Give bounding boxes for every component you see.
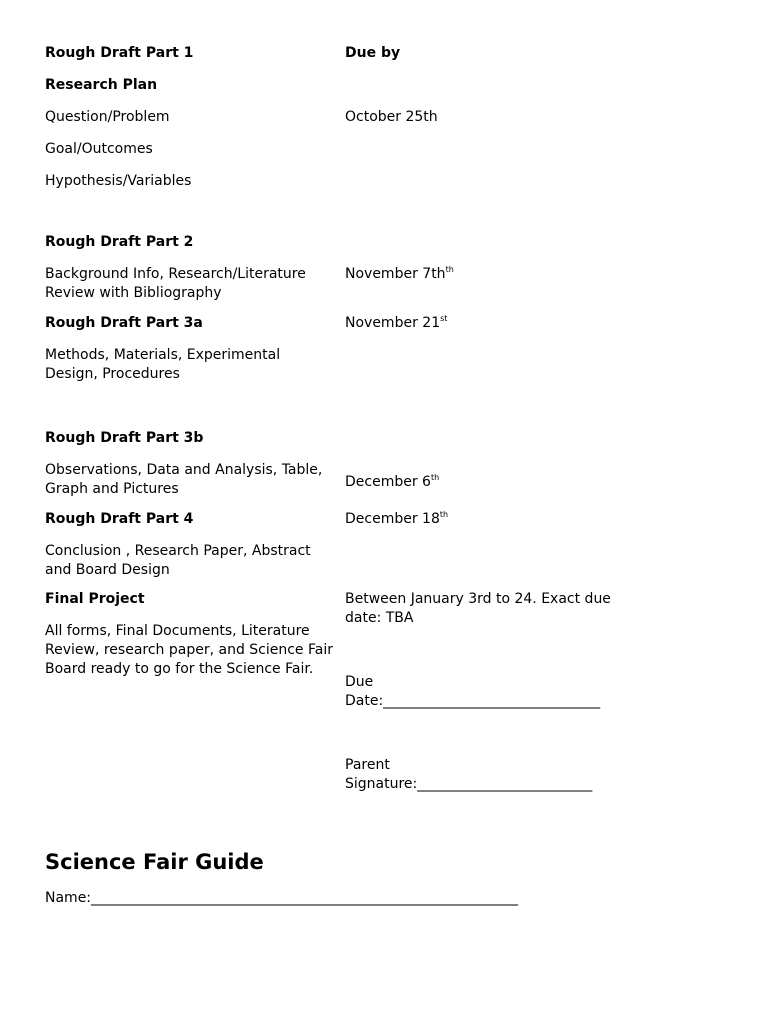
final-project-due-line-1: Between January 3rd to 24. Exact due [345,591,611,607]
due-date-label: Due [345,674,374,690]
part-3b-description-line-2: Graph and Pictures [45,481,179,497]
rough-draft-part-3b-heading: Rough Draft Part 3b [45,430,204,446]
rough-draft-part-4-heading: Rough Draft Part 4 [45,511,194,527]
part-2-due-date [345,265,454,284]
part-4-description-line-1: Conclusion , Research Paper, Abstract [45,543,311,559]
goal-outcomes-item: Goal/Outcomes [45,141,153,157]
part-4-due-date-text: December 18 [345,511,440,527]
research-plan-heading: Research Plan [45,77,158,93]
part-2-description-line-2: Review with Bibliography [45,285,222,301]
part-1-due-date: October 25th [345,109,438,125]
final-project-description-line-3: Board ready to go for the Science Fair. [45,661,314,677]
part-4-due-date [345,510,448,529]
part-3a-due-date [345,314,447,333]
due-by-heading: Due by [345,45,401,61]
name-field[interactable]: Name:_____________________________________________________________ [45,890,519,906]
hypothesis-variables-item: Hypothesis/Variables [45,173,192,189]
part-2-due-date-suffix: th [445,265,454,274]
part-3b-due-date-suffix: th [430,473,440,482]
part-3a-due-date-text: November 21 [345,315,441,331]
parent-signature-label: Parent [345,757,390,773]
parent-signature-blank[interactable]: Signature:_________________________ [345,776,593,792]
part-2-due-date-text: November 7th [345,266,446,282]
part-2-description-line-1: Background Info, Research/Literature [45,266,306,282]
final-project-heading: Final Project [45,591,145,607]
part-4-description-line-2: and Board Design [45,562,170,578]
final-project-due-line-2: date: TBA [345,610,414,626]
document-title: Science Fair Guide [45,850,264,874]
part-3a-due-date-suffix: st [440,314,448,323]
rough-draft-part-3a-heading: Rough Draft Part 3a [45,315,203,331]
part-3b-due-date-text: December 6 [345,474,431,490]
final-project-description-line-2: Review, research paper, and Science Fair [45,642,333,658]
question-problem-item: Question/Problem [45,109,170,125]
part-3a-description-line-1: Methods, Materials, Experimental [45,347,281,363]
final-project-description-line-1: All forms, Final Documents, Literature [45,623,310,639]
part-3b-due-date [345,473,439,492]
rough-draft-part-1-heading: Rough Draft Part 1 [45,45,194,61]
part-3b-description-line-1: Observations, Data and Analysis, Table, [45,462,323,478]
due-date-blank[interactable]: Date:_______________________________ [345,693,601,709]
rough-draft-part-2-heading: Rough Draft Part 2 [45,234,194,250]
part-3a-description-line-2: Design, Procedures [45,366,180,382]
part-4-due-date-suffix: th [439,510,449,519]
